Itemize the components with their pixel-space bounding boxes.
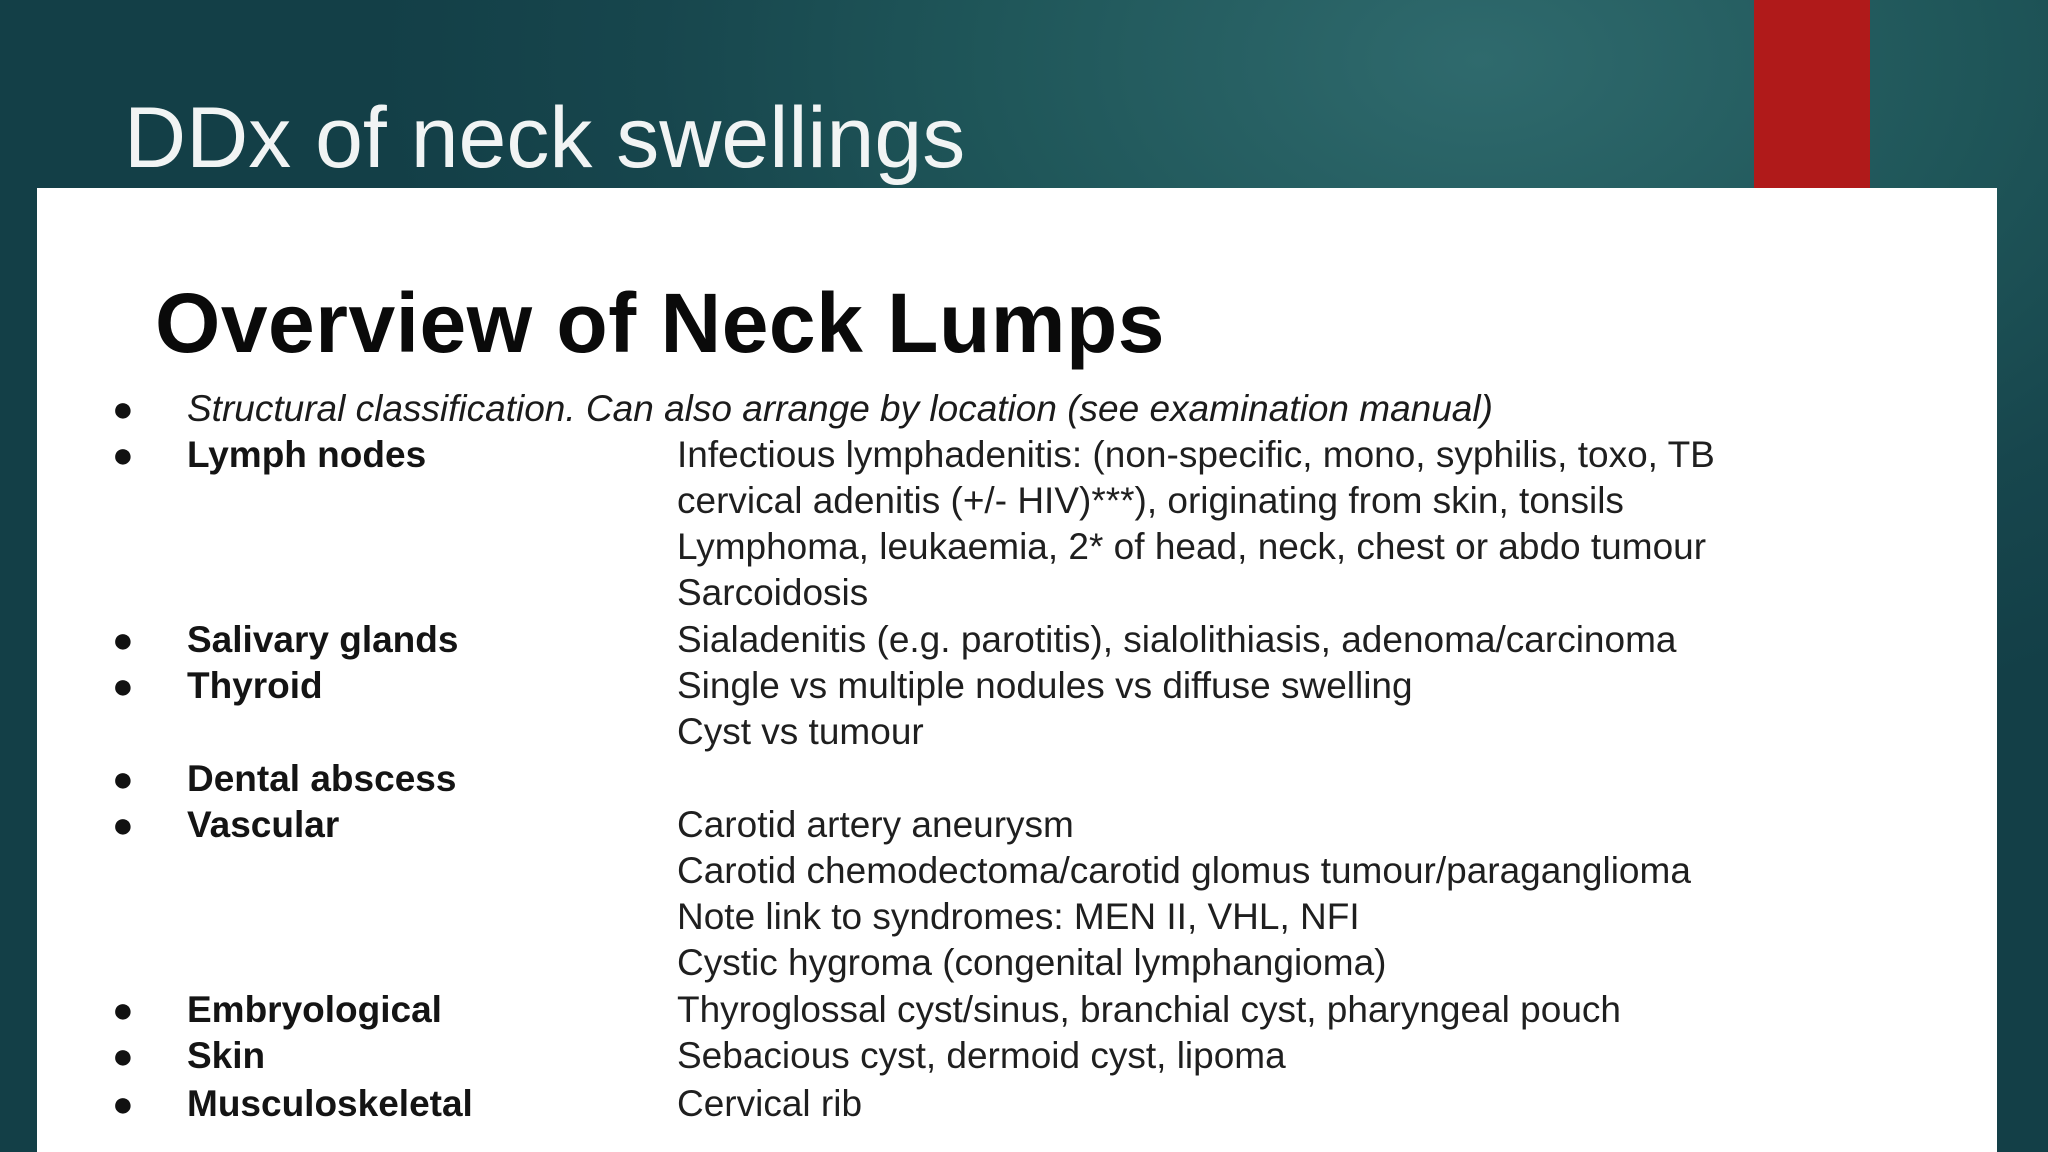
detail-line: Infectious lymphadenitis: (non-specific, mono, syphilis, toxo, TB (677, 434, 1715, 475)
slide-title: DDx of neck swellings (124, 90, 966, 186)
bullet-icon: ● (112, 1083, 134, 1124)
detail-line: Sarcoidosis (677, 572, 869, 613)
detail-line: Single vs multiple nodules vs diffuse swelling (677, 665, 1413, 706)
bullet-icon: ● (112, 804, 134, 845)
accent-bar (1754, 0, 1870, 188)
bullet-icon: ● (112, 434, 134, 475)
category-details (677, 663, 1413, 755)
bullet-icon: ● (112, 665, 134, 706)
detail-line: Cervical rib (677, 1083, 863, 1124)
category-label: Lymph nodes (187, 434, 427, 475)
category-label: Skin (187, 1035, 266, 1076)
detail-line: cervical adenitis (+/- HIV)***), originating from skin, tonsils (677, 480, 1624, 521)
category-label: Thyroid (187, 665, 323, 706)
category-details (677, 802, 1691, 986)
category-details (677, 987, 1621, 1033)
category-label: Embryological (187, 989, 442, 1030)
bullet-icon: ● (112, 758, 134, 799)
detail-line: Lymphoma, leukaemia, 2* of head, neck, chest or abdo tumour (677, 526, 1707, 567)
detail-line: Sebacious cyst, dermoid cyst, lipoma (677, 1035, 1286, 1076)
bullet-icon: ● (112, 619, 134, 660)
category-label: Musculoskeletal (187, 1083, 473, 1124)
category-details (677, 1033, 1286, 1079)
intro-text: Structural classification. Can also arrange by location (see examination manual) (187, 388, 1493, 429)
detail-line: Carotid artery aneurysm (677, 804, 1074, 845)
detail-line: Carotid chemodectoma/carotid glomus tumour/paraganglioma (677, 850, 1691, 891)
category-label: Salivary glands (187, 619, 459, 660)
category-details (677, 617, 1676, 663)
detail-line: Note link to syndromes: MEN II, VHL, NFI (677, 896, 1360, 937)
panel-heading: Overview of Neck Lumps (155, 276, 1166, 370)
category-details (677, 432, 1715, 616)
bullet-icon: ● (112, 388, 134, 429)
category-details (677, 1081, 862, 1127)
category-label: Dental abscess (187, 758, 457, 799)
category-label: Vascular (187, 804, 340, 845)
bullet-icon: ● (112, 1035, 134, 1076)
detail-line: Cyst vs tumour (677, 711, 924, 752)
detail-line: Sialadenitis (e.g. parotitis), sialolithiasis, adenoma/carcinoma (677, 619, 1677, 660)
content-image-panel (37, 188, 1997, 1152)
detail-line: Cystic hygroma (congenital lymphangioma) (677, 942, 1387, 983)
bullet-icon: ● (112, 989, 134, 1030)
detail-line: Thyroglossal cyst/sinus, branchial cyst, pharyngeal pouch (677, 989, 1621, 1030)
